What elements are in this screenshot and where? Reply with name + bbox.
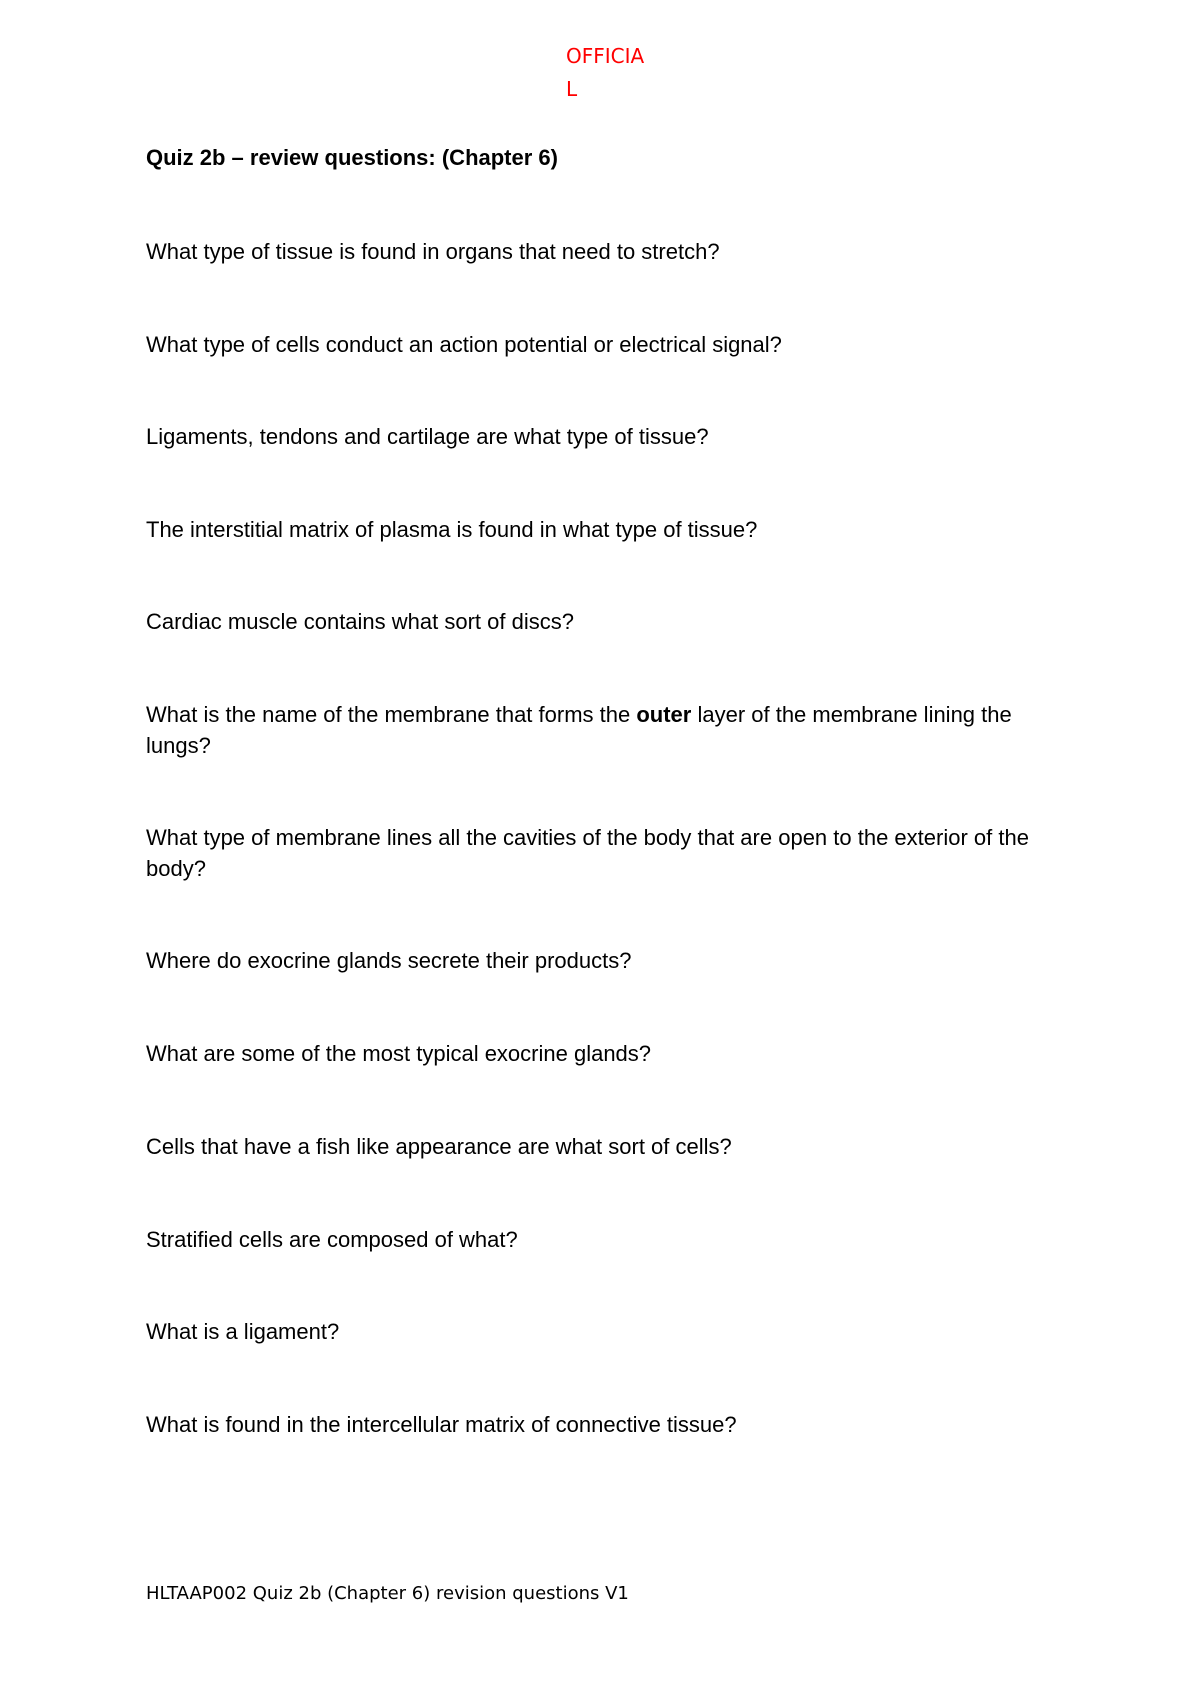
classification-label: OFFICIAL — [566, 44, 645, 101]
page-footer: HLTAAP002 Quiz 2b (Chapter 6) revision questions V1 — [146, 1583, 629, 1604]
question-4: The interstitial matrix of plasma is found in what type of tissue? — [146, 517, 758, 542]
question-3: Ligaments, tendons and cartilage are what type of tissue? — [146, 424, 709, 449]
question-11: Stratified cells are composed of what? — [146, 1227, 518, 1252]
question-12: What is a ligament? — [146, 1319, 340, 1344]
question-8: Where do exocrine glands secrete their products? — [146, 948, 632, 973]
question-6 — [146, 699, 1066, 761]
question-2: What type of cells conduct an action potential or electrical signal? — [146, 332, 782, 357]
question-7: What type of membrane lines all the cavities of the body that are open to the exterior of the body? — [146, 825, 1029, 881]
question-9: What are some of the most typical exocrine glands? — [146, 1041, 652, 1066]
document-title: Quiz 2b – review questions: (Chapter 6) — [146, 145, 558, 170]
question-1: What type of tissue is found in organs that need to stretch? — [146, 239, 720, 264]
question-10: Cells that have a fish like appearance are what sort of cells? — [146, 1134, 732, 1159]
question-13: What is found in the intercellular matrix of connective tissue? — [146, 1412, 737, 1437]
question-6-emphasis: outer — [636, 702, 692, 727]
question-5: Cardiac muscle contains what sort of discs? — [146, 609, 574, 634]
question-6-text-end: layer of the membrane lining the lungs? — [146, 702, 1012, 758]
question-6-text-start: What is the name of the membrane that forms the — [146, 702, 637, 727]
